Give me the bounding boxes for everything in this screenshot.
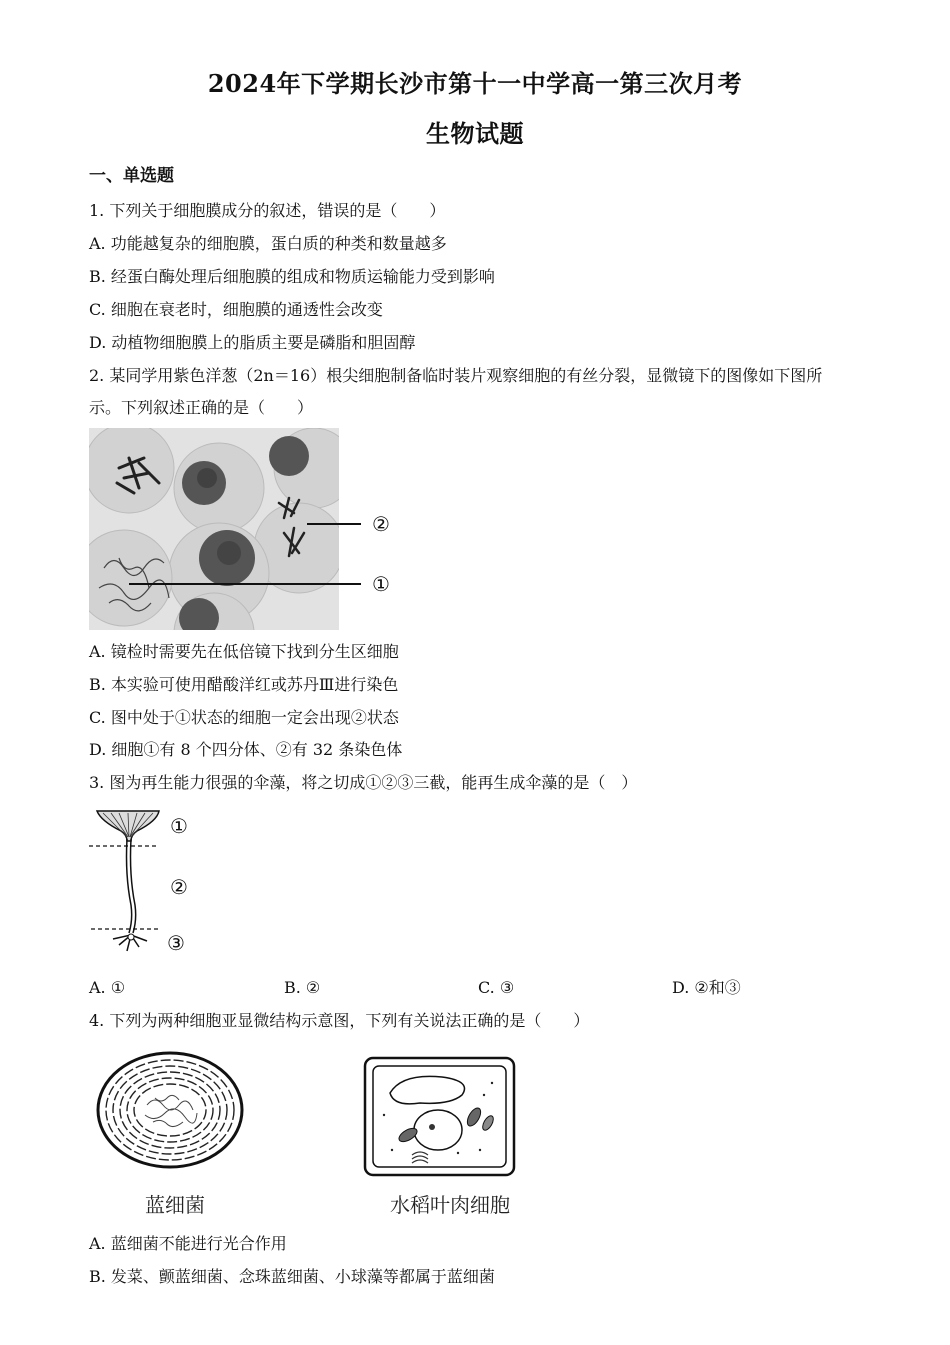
exam-subtitle: 生物试题 (426, 119, 524, 148)
rice-cell-caption (375, 1190, 525, 1220)
micrograph-pointers (339, 510, 399, 600)
q1-option-c: C. 细胞在衰老时，细胞膜的通透性会改变 (89, 300, 383, 319)
acetabularia-label-3: ③ (167, 931, 185, 955)
rice-leaf-cell-diagram (362, 1055, 517, 1180)
micrograph-label-2: ② (372, 512, 390, 536)
q3-stem: 3. 图为再生能力很强的伞藻，将之切成①②③三截，能再生成伞藻的是（ ） (89, 773, 638, 792)
acetabularia-label-1: ① (170, 814, 188, 838)
q3-option-b: B. ② (284, 978, 321, 997)
q2-stem-line1: 2. 某同学用紫色洋葱（2n＝16）根尖细胞制备临时装片观察细胞的有丝分裂，显微镜下的图像如下图所 (89, 366, 823, 385)
q4-stem: 4. 下列为两种细胞亚显微结构示意图，下列有关说法正确的是（ ） (89, 1011, 590, 1030)
q2-option-a: A. 镜检时需要先在低倍镜下找到分生区细胞 (89, 642, 399, 661)
q2-option-b: B. 本实验可使用醋酸洋红或苏丹Ⅲ进行染色 (89, 675, 399, 694)
acetabularia-diagram (89, 805, 169, 965)
q3-option-a: A. ① (89, 978, 126, 997)
q4-option-a: A. 蓝细菌不能进行光合作用 (89, 1234, 287, 1253)
q1-stem: 1. 下列关于细胞膜成分的叙述，错误的是（ ） (89, 201, 446, 220)
q3-option-c: C. ③ (478, 978, 515, 997)
cyanobacteria-diagram (95, 1050, 245, 1170)
micrograph-label-1: ① (372, 572, 390, 596)
exam-title: 2024年下学期长沙市第十一中学高一第三次月考 (207, 69, 743, 98)
q2-option-c: C. 图中处于①状态的细胞一定会出现②状态 (89, 708, 399, 727)
acetabularia-label-2: ② (170, 875, 188, 899)
mitosis-micrograph (89, 428, 339, 630)
q2-option-d: D. 细胞①有 8 个四分体、②有 32 条染色体 (89, 740, 403, 759)
q1-option-b: B. 经蛋白酶处理后细胞膜的组成和物质运输能力受到影响 (89, 267, 495, 286)
section-heading: 一、单选题 (89, 166, 174, 186)
q3-option-d: D. ②和③ (672, 978, 741, 997)
rice-cell-caption-text: 水稻叶肉细胞 (390, 1193, 510, 1217)
q2-stem-line2: 示。下列叙述正确的是（ ） (89, 398, 314, 417)
q4-option-b: B. 发菜、颤蓝细菌、念珠蓝细菌、小球藻等都属于蓝细菌 (89, 1267, 495, 1286)
cyanobacteria-caption (120, 1190, 230, 1220)
q1-option-a: A. 功能越复杂的细胞膜，蛋白质的种类和数量越多 (89, 234, 447, 253)
cyanobacteria-caption-text: 蓝细菌 (145, 1193, 205, 1217)
q1-option-d: D. 动植物细胞膜上的脂质主要是磷脂和胆固醇 (89, 333, 416, 352)
